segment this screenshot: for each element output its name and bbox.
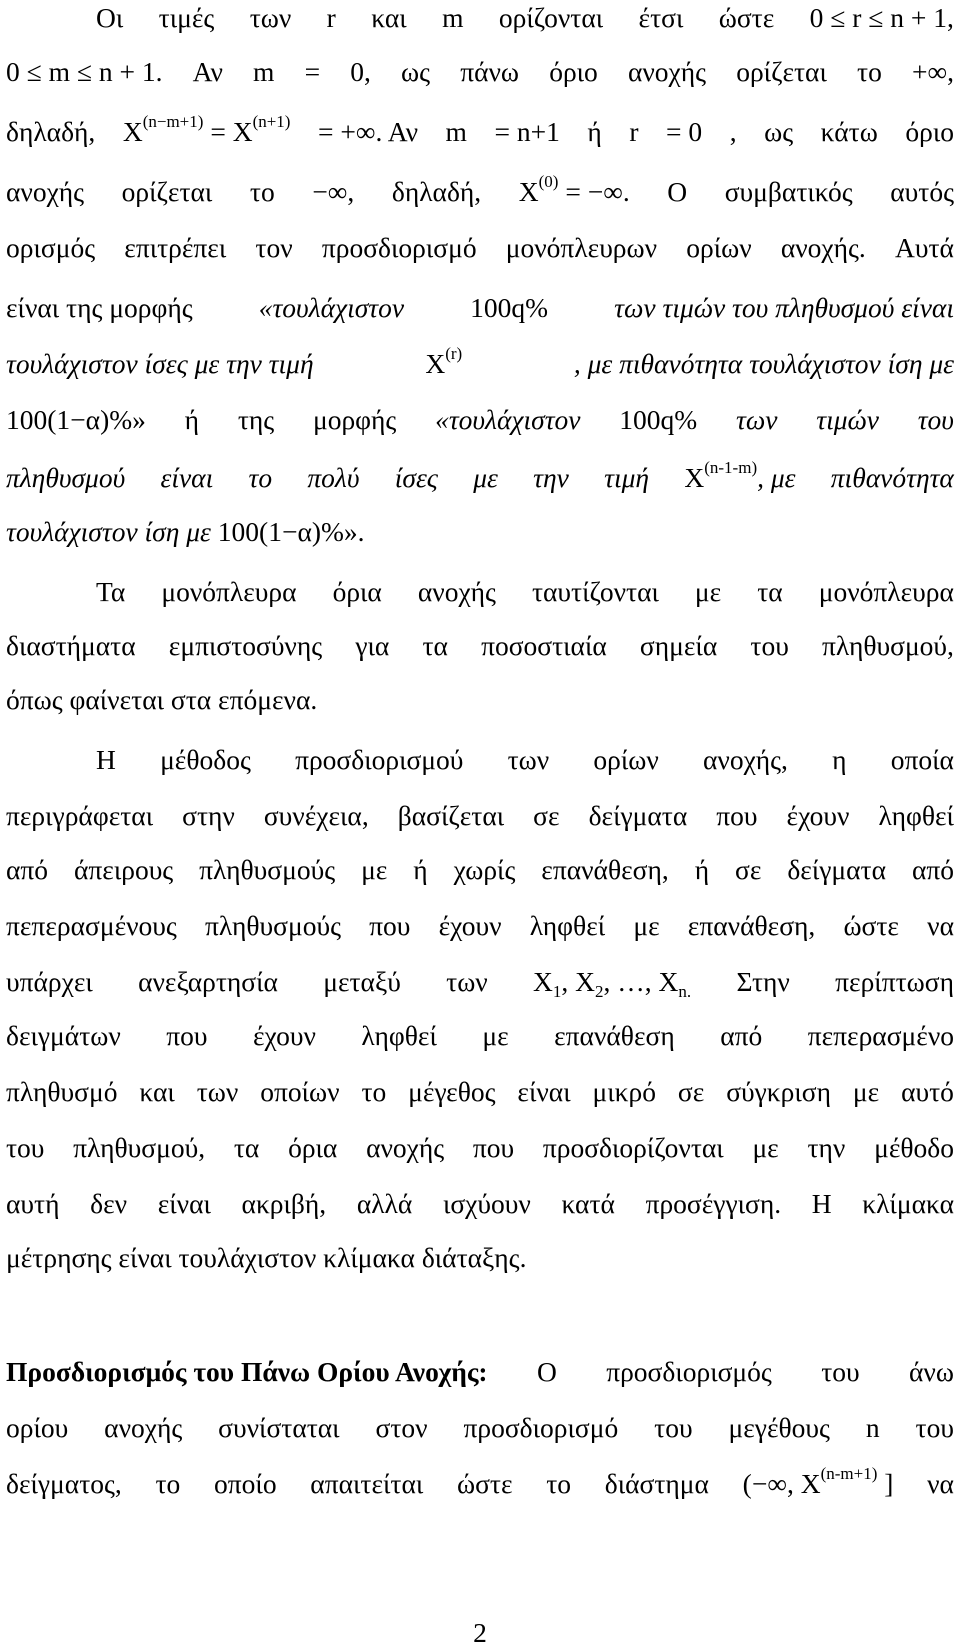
math-interval: (−∞, $X^{(n-m+1)}$ ] [742,1464,894,1499]
italic-word: με [473,462,498,493]
word: ως [401,56,431,87]
text-line-26 [6,1464,954,1504]
word: ορίων [593,744,659,775]
word: με [694,576,722,607]
word: περιγράφεται [6,800,154,831]
word: υπάρχει [6,966,93,997]
word: πληθυσμούς [204,910,341,941]
text-line-20 [6,1072,954,1112]
italic-word: την [533,462,569,493]
word: ορίου [6,1412,69,1443]
word: προσδιορισμός [606,1356,772,1387]
word: αυτή [6,1188,60,1219]
word: με [633,910,660,941]
word: και [139,1076,175,1107]
word: τα [233,1132,260,1163]
phrase: είναι της μορφής [6,292,193,323]
word: ανεξαρτησία [138,966,278,997]
word: του [750,630,789,661]
word: και [371,2,407,33]
word: +∞, [912,56,954,87]
word: του [6,1132,45,1163]
word: ανοχής [104,1412,183,1443]
word: 100(1−α)%» [6,404,146,435]
word: του [654,1412,693,1443]
word: είναι [517,1076,571,1107]
word: συνίσταται [218,1412,340,1443]
page-number: 2 [473,1617,487,1648]
text-line-11 [96,572,954,612]
word: οποίων [260,1076,340,1107]
word: απαιτείται [310,1468,424,1499]
word: η [832,744,847,775]
word: ως [764,116,794,147]
word: m [253,56,275,87]
word: ώστε [718,2,775,33]
word: με [852,1076,880,1107]
word: Ο [667,176,688,207]
word: μεταξύ [323,966,401,997]
word: με [752,1132,779,1163]
text-line-18 [6,962,954,1002]
word: με [361,854,388,885]
text-line-9 [6,458,954,498]
word: −∞, [312,176,355,207]
word: προσδιορισμό [321,232,477,263]
word: μονόπλευρα [818,576,954,607]
word: μέθοδος [160,744,251,775]
word: οποία [890,744,954,775]
word: ανοχής [366,1132,445,1163]
word: ληφθεί [878,800,954,831]
text-line-17 [6,906,954,946]
italic-phrase: «τουλάχιστον [258,292,405,323]
word: είναι [157,1188,211,1219]
word: αλλά [356,1188,413,1219]
text-line-3 [6,112,954,152]
math-inequality: 0 ≤ r ≤ n + 1, [809,2,954,33]
text-line-24 [6,1352,954,1392]
word: μεγέθους [728,1412,830,1443]
word: των [249,2,292,33]
word: πάνω [460,56,520,87]
word: συνέχεια, [263,800,369,831]
word: Οι [96,2,124,33]
word: στην [182,800,235,831]
word: το [546,1468,572,1499]
word: πληθυσμό [6,1076,118,1107]
word: όρια [288,1132,338,1163]
word: περίπτωση [835,966,954,997]
math-inequality: 0 ≤ m ≤ n + 1. [6,56,163,87]
word: με [482,1020,509,1051]
text-line-21 [6,1128,954,1168]
text-line-4 [6,172,954,212]
word: ώστε [456,1468,513,1499]
text-line-10 [6,512,954,552]
word: όρια [332,576,382,607]
italic-word: τιμών [816,404,879,435]
word: των [507,744,550,775]
word: , [729,116,737,147]
word: στον [375,1412,428,1443]
word: εμπιστοσύνης [168,630,323,661]
word: r [326,2,336,33]
word: έχουν [252,1020,316,1051]
phrase: 100(1−α)%». [217,516,365,547]
word: μέγεθος [408,1076,496,1107]
word: τα [757,576,783,607]
text-line-1 [96,0,954,38]
word: όριο [905,116,954,147]
word: επανάθεση, [541,854,669,885]
word: το [361,1076,387,1107]
word: το [155,1468,181,1499]
word: έτσι [638,2,684,33]
word: ταυτίζονται [531,576,659,607]
word: άπειρους [73,854,174,885]
word: από [6,854,49,885]
word: προσδιορίζονται [542,1132,724,1163]
word: διαστήματα [6,630,136,661]
word: να [927,1468,954,1499]
italic-phrase: τουλάχιστον ίση με [6,516,211,547]
word: επιτρέπει [124,232,227,263]
word: επανάθεση, [687,910,816,941]
word: συμβατικός [724,176,853,207]
word: = [304,56,321,87]
word: σύγκριση [726,1076,831,1107]
word: ανοχής [627,56,707,87]
italic-word: τιμή [604,462,650,493]
word: δηλαδή, [391,176,482,207]
word: Η [96,744,116,775]
word: τον [255,232,293,263]
text-line-15 [6,796,954,836]
word: ορίζεται [736,56,827,87]
word: την [807,1132,846,1163]
word: ή [413,854,428,885]
word: ορίζονται [498,2,604,33]
phrase: 100q% [470,292,549,323]
text-line-16 [6,850,954,890]
word: του [915,1412,954,1443]
word: επανάθεση [554,1020,675,1051]
word: αυτός [890,176,954,207]
word: ισχύουν [442,1188,531,1219]
word: Τα [96,576,126,607]
word: της [237,404,275,435]
italic-word: πολύ [307,462,360,493]
phrase: όπως φαίνεται στα επόμενα. [6,684,318,715]
word: οποίο [214,1468,277,1499]
word: ανοχής, [702,744,788,775]
word: ανοχής [6,176,85,207]
italic-word: πληθυσμού [6,462,126,493]
word: κλίμακα [862,1188,954,1219]
word: να [927,910,954,941]
word: ορισμός [6,232,96,263]
word: έχουν [438,910,502,941]
word: πεπερασμένους [6,910,177,941]
word: πεπερασμένο [807,1020,954,1051]
math-x-r: $X^{(r)}$ [425,344,463,379]
word: αυτό [901,1076,954,1107]
word: n [865,1412,880,1443]
word: δείγματα [588,800,688,831]
italic-word: το [248,462,273,493]
word: άνω [909,1356,954,1387]
word: ακριβή, [241,1188,327,1219]
italic-phrase: των τιμών του πληθυσμού είναι [614,292,954,323]
word: Αυτά [894,232,954,263]
text-line-5 [6,228,954,268]
word: μορφής [312,404,397,435]
word: όριο [549,56,598,87]
text-line-6 [6,288,954,328]
word: προσδιορισμού [295,744,464,775]
word: r [629,116,639,147]
italic-phrase: τουλάχιστον ίσες με την τιμή [6,348,314,379]
word: έχουν [786,800,850,831]
word: Στην [736,966,790,997]
word: Αν [192,56,223,87]
text-line-14 [96,740,954,780]
phrase: μέτρησης είναι τουλάχιστον κλίμακα διάταξης. [6,1242,527,1273]
text-line-7 [6,344,954,384]
word: ποσοστιαία [481,630,607,661]
text-line-12 [6,626,954,666]
word: σημεία [639,630,718,661]
math-x-sequence: $X_1$, $X_2$, …, $X_{n.}$ [533,966,692,1001]
text-line-8 [6,400,954,440]
math-x-upper: $X^{(n-m+1)} = X^{(n+1)}$ [122,112,291,147]
word: = 0 [666,116,703,147]
word: δείγματος, [6,1468,122,1499]
text-line-22 [6,1184,954,1224]
word: m [442,2,464,33]
italic-word: πιθανότητα [830,462,954,493]
word: που [716,800,758,831]
word: από [720,1020,763,1051]
math-x-zero: $X^{(0)}$ = −∞. [518,172,630,207]
word: δεν [90,1188,128,1219]
text-line-19 [6,1016,954,1056]
word: m [445,116,467,147]
section-heading: Προσδιορισμός του Πάνω Ορίου Ανοχής: [6,1356,488,1387]
text-line-2 [6,52,954,92]
word: για [355,630,390,661]
math-x-n-1-m: $X^{(n-1-m)}$, με [684,458,796,493]
word: ανοχής [417,576,496,607]
word: 100q% [619,404,698,435]
word: βασίζεται [397,800,505,831]
word: δειγμάτων [6,1020,121,1051]
word: μικρό [592,1076,656,1107]
word: 0, [350,56,371,87]
word: ή [184,404,200,435]
word: διάστημα [604,1468,709,1499]
word: πληθυσμού, [821,630,954,661]
word: που [166,1020,208,1051]
word: το [249,176,275,207]
word: πληθυσμού, [73,1132,206,1163]
word: ληφθεί [529,910,606,941]
text-line-13 [6,680,954,720]
word: σε [677,1076,705,1107]
word: του [821,1356,860,1387]
word: προσέγγιση. [645,1188,782,1219]
italic-word: «τουλάχιστον [435,404,581,435]
word: μονόπλευρα [161,576,297,607]
word: τα [422,630,448,661]
text-line-25 [6,1408,954,1448]
word: ή [587,116,602,147]
word: το [857,56,882,87]
word: = +∞. Αν [318,116,418,147]
italic-word: των [736,404,778,435]
italic-word: του [917,404,954,435]
word: που [369,910,411,941]
word: ληφθεί [361,1020,437,1051]
word: των [446,966,488,997]
word: προσδιορισμό [463,1412,619,1443]
word: ή [694,854,710,885]
word: ορίων [686,232,752,263]
word: ανοχής. [780,232,866,263]
word: δηλαδή, [6,116,96,147]
text-line-23 [6,1238,954,1278]
word: κάτω [820,116,878,147]
word: που [472,1132,515,1163]
word: σε [533,800,560,831]
word: ορίζεται [121,176,213,207]
word: τιμές [158,2,215,33]
word: ώστε [843,910,899,941]
word: μονόπλευρων [505,232,658,263]
word: των [196,1076,239,1107]
word: Η [811,1188,832,1219]
word: = n+1 [494,116,560,147]
word: Ο [536,1356,557,1387]
word: χωρίς [453,854,516,885]
word: από [911,854,954,885]
word: πληθυσμούς [199,854,336,885]
word: σε [735,854,762,885]
word: μέθοδο [874,1132,954,1163]
word: δείγματα [787,854,887,885]
italic-phrase: , με πιθανότητα τουλάχιστον ίση με [573,348,954,379]
italic-word: είναι [160,462,214,493]
word: κατά [561,1188,615,1219]
italic-word: ίσες [394,462,438,493]
